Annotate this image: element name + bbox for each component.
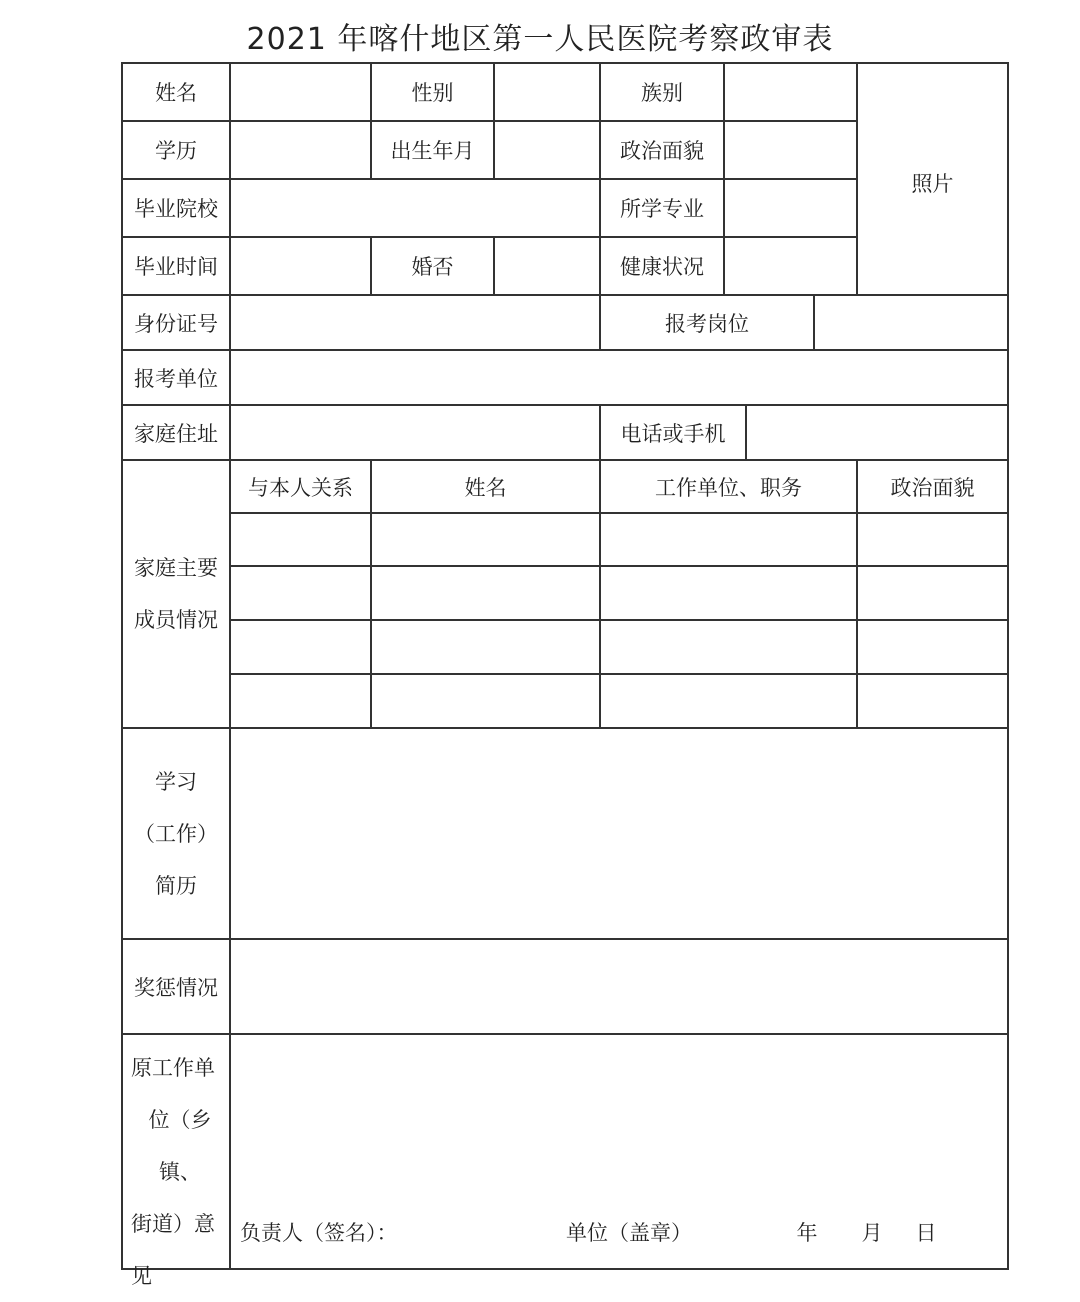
political-label: 政治面貌 (620, 139, 704, 163)
family-row-4[interactable] (231, 675, 1007, 727)
health-label: 健康状况 (620, 255, 704, 279)
family-label (123, 461, 229, 727)
unit-label: 报考单位 (134, 366, 218, 391)
health-field[interactable] (725, 238, 856, 294)
form-title: 2021 年喀什地区第一人民医院考察政审表 (246, 22, 834, 57)
phone-field[interactable] (747, 406, 1007, 459)
opinion-label-line2: 位（乡镇、 (148, 1108, 212, 1184)
marital-field[interactable] (495, 238, 599, 294)
school-label: 毕业院校 (134, 197, 218, 221)
address-field[interactable] (231, 406, 599, 459)
family-col-work: 工作单位、职务 (655, 475, 802, 500)
resume-field[interactable] (231, 729, 1007, 938)
family-row-1[interactable] (231, 514, 1007, 565)
family-label-line1: 家庭主要 (134, 556, 218, 580)
birth-label: 出生年月 (390, 139, 475, 163)
unit-field[interactable] (231, 351, 1007, 404)
sign-person-label: 负责人（签名）： (240, 1221, 398, 1245)
education-label: 学历 (155, 139, 197, 163)
opinion-label (123, 1042, 229, 1288)
ethnicity-field[interactable] (725, 64, 856, 120)
grad-time-field[interactable] (231, 238, 370, 294)
grad-time-label: 毕业时间 (134, 255, 218, 279)
opinion-label-line3: 街道）意 (131, 1212, 215, 1236)
family-row-3[interactable] (231, 621, 1007, 673)
family-col-name: 姓名 (464, 475, 507, 500)
education-field[interactable] (231, 122, 370, 178)
sign-unit-label: 单位（盖章） (566, 1221, 692, 1245)
date-year-label: 年 (796, 1221, 818, 1245)
family-row-2[interactable] (231, 567, 1007, 619)
major-label: 所学专业 (620, 197, 704, 221)
family-col-political: 政治面貌 (890, 475, 975, 500)
major-field[interactable] (725, 180, 856, 236)
address-label: 家庭住址 (134, 421, 218, 446)
family-col-relation: 与本人关系 (248, 475, 353, 500)
ethnicity-label: 族别 (641, 81, 683, 105)
position-field[interactable] (815, 296, 1007, 349)
name-label: 姓名 (155, 81, 197, 105)
family-label-line2: 成员情况 (134, 608, 218, 632)
school-field[interactable] (231, 180, 599, 236)
rewards-field[interactable] (231, 940, 1007, 1033)
marital-label: 婚否 (411, 255, 454, 279)
date-day-label: 日 (915, 1221, 937, 1245)
opinion-field[interactable] (231, 1035, 1007, 1205)
date-month-label: 月 (861, 1221, 883, 1245)
rewards-label: 奖惩情况 (134, 975, 218, 1000)
phone-label: 电话或手机 (620, 421, 726, 446)
name-field[interactable] (231, 64, 370, 120)
id-number-field[interactable] (231, 296, 599, 349)
gender-field[interactable] (495, 64, 599, 120)
photo-area[interactable]: 照片 (911, 172, 954, 196)
border-bottom (121, 1268, 1009, 1270)
position-label: 报考岗位 (665, 311, 749, 336)
resume-label-line1: 学习 (155, 769, 197, 794)
opinion-label-line1: 原工作单 (131, 1056, 215, 1080)
resume-label-line3: 简历 (155, 873, 197, 898)
gender-label: 性别 (411, 81, 454, 105)
birth-field[interactable] (495, 122, 599, 178)
resume-label-line2: （工作） (134, 821, 218, 846)
resume-label (123, 729, 229, 938)
political-field[interactable] (725, 122, 856, 178)
opinion-label-line4: 见 (131, 1264, 152, 1288)
id-number-label: 身份证号 (134, 311, 218, 336)
border-right (1007, 62, 1009, 1270)
